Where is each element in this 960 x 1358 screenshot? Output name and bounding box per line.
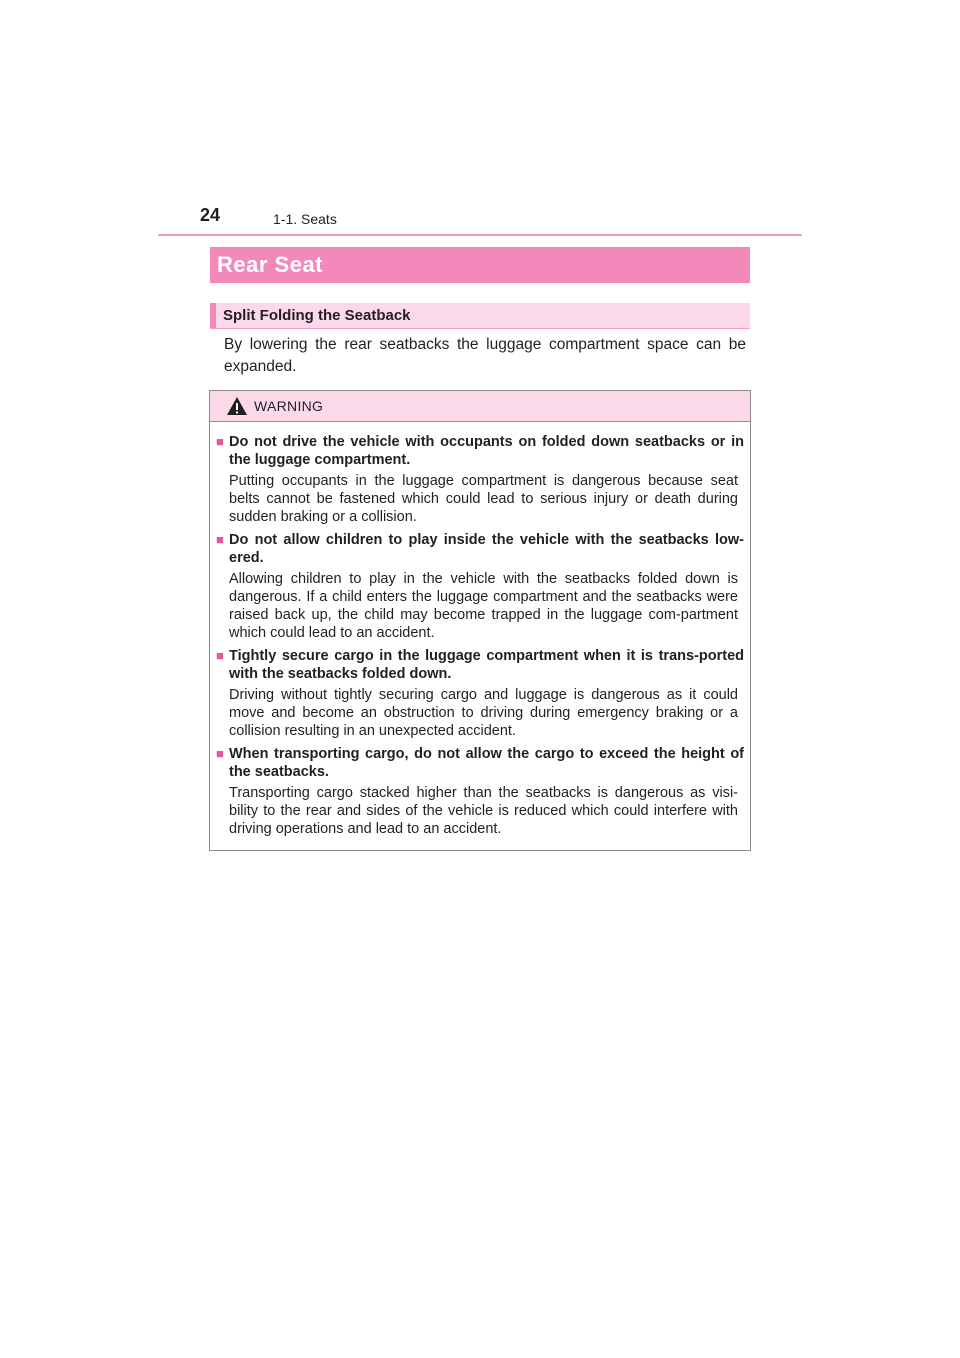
- warning-item-heading: Do not allow children to play inside the vehicle with the seatbacks low-ered.: [229, 532, 744, 566]
- intro-paragraph: By lowering the rear seatbacks the luggage compartment space can be expanded.: [224, 336, 746, 375]
- page-header: [158, 204, 802, 236]
- bullet-square-icon: ■: [216, 746, 224, 761]
- section-subtitle: Split Folding the Seatback: [223, 307, 411, 324]
- bullet-square-icon: ■: [216, 434, 224, 449]
- warning-item: [216, 531, 744, 642]
- warning-item-heading: Do not drive the vehicle with occupants on folded down seatbacks or in the luggage compartment.: [229, 434, 744, 468]
- bullet-square-icon: ■: [216, 532, 224, 547]
- subtitle-bar: [210, 303, 750, 329]
- warning-item-body: Allowing children to play in the vehicle with the seatbacks folded down is dangerous. If a child enters the luggage compartment and the seatbacks were raised back up, the child may become trapped in the luggage com-partment which could lead to an accident.: [229, 571, 738, 641]
- warning-item-heading: When transporting cargo, do not allow the cargo to exceed the height of the seatbacks.: [229, 746, 744, 780]
- warning-item: [216, 745, 744, 838]
- warning-item-body: Driving without tightly securing cargo and luggage is dangerous as it could move and become an obstruction to driving during emergency braking or a collision resulting in an unexpected accident.: [229, 687, 738, 739]
- section-label: 1-1. Seats: [273, 211, 337, 227]
- warning-item: [216, 647, 744, 740]
- bullet-square-icon: ■: [216, 648, 224, 663]
- warning-list: [216, 433, 744, 843]
- warning-triangle-icon: [226, 396, 248, 416]
- warning-item: [216, 433, 744, 526]
- warning-item-heading: Tightly secure cargo in the luggage compartment when it is trans-ported with the seatbacks folded down.: [229, 648, 744, 682]
- warning-item-body: Putting occupants in the luggage compartment is dangerous because seat belts cannot be fastened which could lead to serious injury or death during sudden braking or a collision.: [229, 473, 738, 525]
- subtitle-accent: [210, 303, 216, 328]
- main-title-bar: [210, 247, 750, 283]
- warning-label: WARNING: [254, 398, 324, 414]
- page-title: Rear Seat: [217, 252, 324, 277]
- warning-header: [210, 391, 750, 422]
- page-number: 24: [200, 205, 221, 225]
- warning-item-body: Transporting cargo stacked higher than the seatbacks is dangerous as visi-bility to the rear and sides of the vehicle is reduced which could interfere with driving operations and lead to an accident.: [229, 785, 738, 837]
- warning-box: [209, 390, 751, 851]
